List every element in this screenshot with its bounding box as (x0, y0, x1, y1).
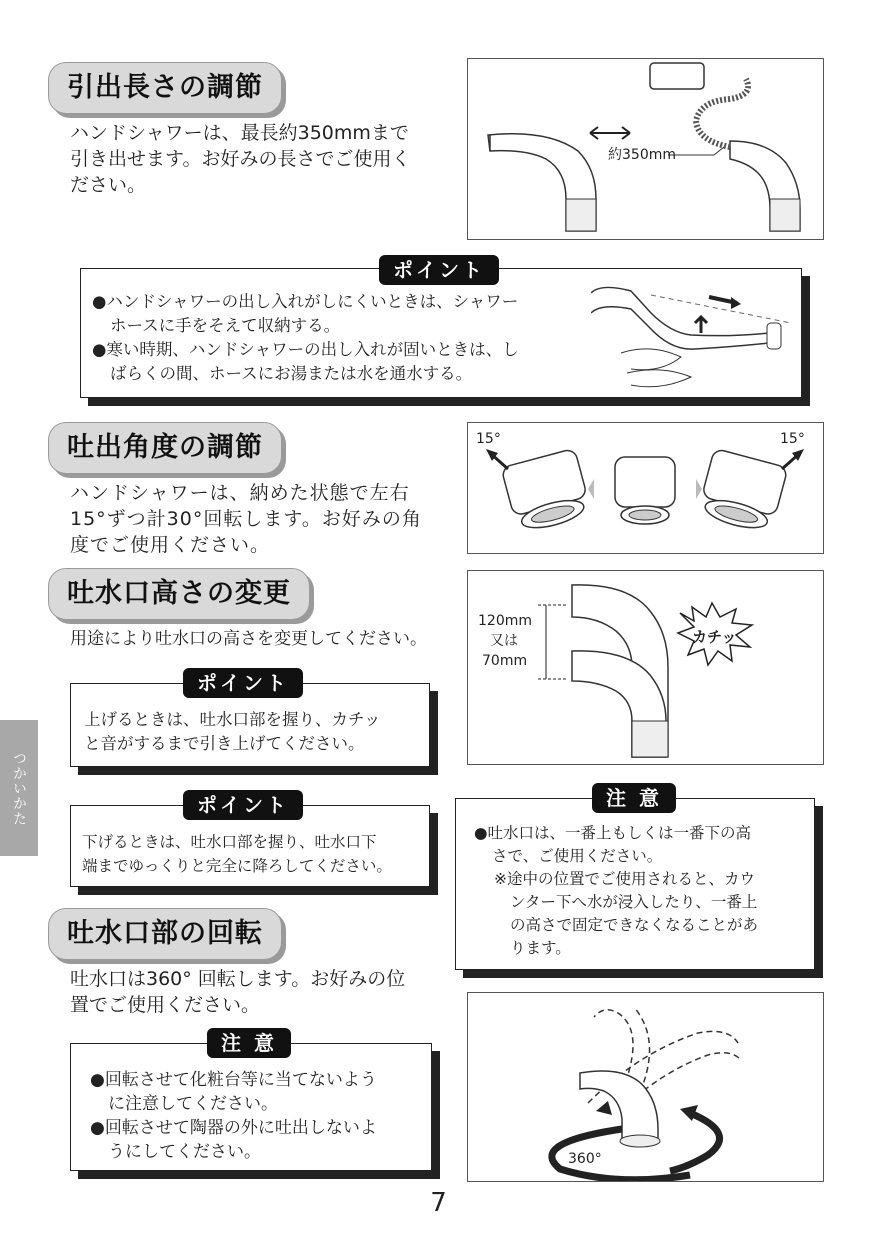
point3-text: 下げるときは、吐水口部を握り、吐水口下 端までゆっくりと完全に降ろしてください。 (82, 833, 392, 875)
rotation-360-label: 360° (568, 1151, 602, 1167)
pull-length-figure (467, 58, 824, 240)
side-tab-usage: つかいかた (0, 720, 38, 856)
point-badge-3: ポイント (183, 790, 303, 820)
height-or-label: 又は (490, 633, 518, 649)
caution1-text: ●吐水口は、一番上もしくは一番下の高 さで、ご使用ください。 ※途中の位置でご使用されると、カウ ンター下へ水が浸入したり、一番上 の高さで固定できなくなることがあ ります。 (474, 824, 759, 957)
caution-badge-1: 注 意 (592, 783, 676, 813)
spout-angle-text: ハンドシャワーは、納めた状態で左右 15°ずつ計30°回転します。お好みの角 度でご使用ください。 (70, 482, 422, 556)
section-title-spout-angle: 吐出角度の調節 (48, 422, 282, 474)
caution-badge-2: 注 意 (207, 1028, 291, 1058)
angle-left-label: 15° (476, 431, 501, 447)
pull-length-text: ハンドシャワーは、最長約350mmまで 引き出せます。お好みの長さでご使用く ださい。 (70, 122, 411, 196)
spout-angle-figure (467, 422, 824, 554)
point1-text: ●ハンドシャワーの出し入れがしにくいときは、シャワー ホースに手をそえて収納する。 ●寒い時期、ハンドシャワーの出し入れが固いときは、し ばらくの間、ホースにお湯または水を通水する。 (92, 292, 519, 383)
pull-length-label: 約350mm (608, 147, 676, 163)
spout-rotation-figure (467, 992, 824, 1182)
point2-text: 上げるときは、吐水口部を握り、カチッ と音がするまで引き上げてください。 (84, 710, 381, 753)
height-120-label: 120mm (478, 613, 532, 629)
angle-right-label: 15° (780, 431, 805, 447)
section-title-pull-length: 引出長さの調節 (48, 62, 282, 114)
caution2-text: ●回転させて化粧台等に当てないよう に注意してください。 ●回転させて陶器の外に吐出しないよ うにしてください。 (90, 1070, 377, 1162)
point-badge-1: ポイント (379, 255, 499, 285)
spout-rotation-illustration (468, 993, 823, 1181)
section-title-spout-rotation: 吐水口部の回転 (48, 908, 282, 960)
section-title-spout-height: 吐水口高さの変更 (48, 568, 310, 620)
hand-hose-illustration (591, 273, 791, 393)
spout-rotation-text: 吐水口は360° 回転します。お好みの位 置でご使用ください。 (70, 968, 406, 1016)
spout-angle-illustration (468, 423, 823, 553)
height-70-label: 70mm (482, 653, 528, 669)
point-badge-2: ポイント (183, 668, 303, 698)
spout-height-text: 用途により吐水口の高さを変更してください。 (70, 629, 427, 649)
spout-height-figure (467, 570, 824, 765)
click-sound-label: カチッ (692, 628, 737, 646)
page-number: 7 (430, 1188, 447, 1218)
